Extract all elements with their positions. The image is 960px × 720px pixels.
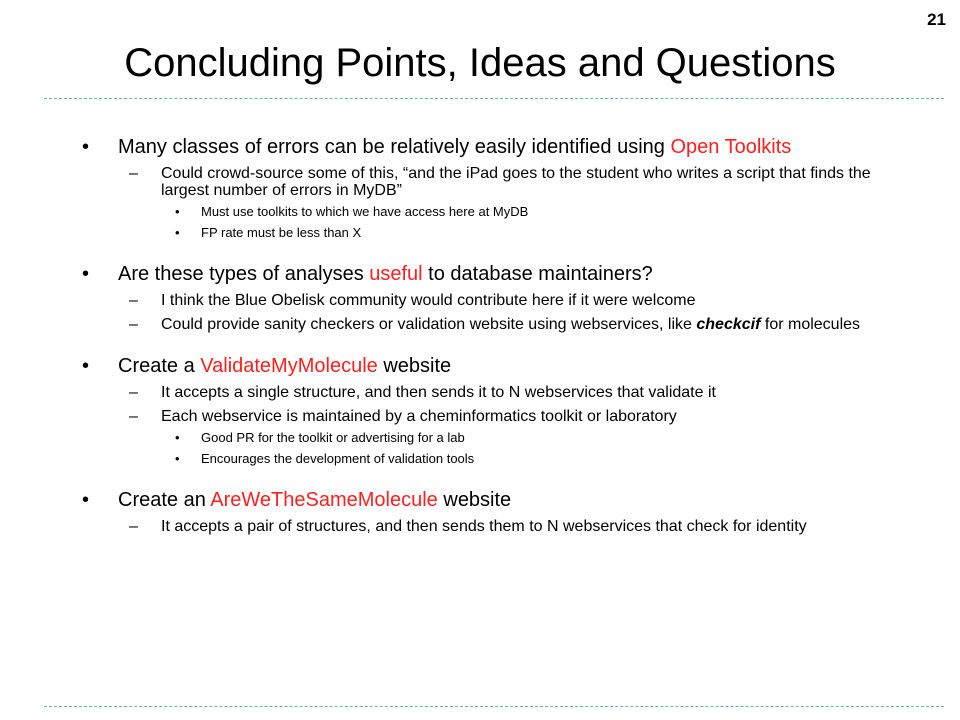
bullet-icon: • [82, 263, 90, 285]
sub-point-text: Each webservice is maintained by a cheminformatics toolkit or laboratory [161, 408, 677, 425]
sub-point [129, 165, 872, 199]
small-bullet-icon: • [175, 430, 180, 445]
slide-body [0, 136, 960, 535]
bullet-icon: • [82, 355, 90, 377]
highlight-text: Open Toolkits [670, 136, 792, 158]
highlight-text: AreWeTheSameMolecule [210, 489, 438, 511]
bullet-text: Are these types of analyses [118, 263, 370, 285]
dash-icon: – [129, 408, 138, 425]
bullet-text: Many classes of errors can be relatively easily identified using [118, 136, 671, 158]
sub-sub-point-text: FP rate must be less than X [201, 225, 362, 240]
title-divider [44, 98, 944, 99]
bullet-point-3 [82, 355, 872, 377]
sub-point-text: Could provide sanity checkers or validation website using webservices, like [161, 316, 697, 333]
dash-icon: – [129, 292, 138, 309]
bullet-point-1 [82, 136, 872, 158]
sub-point [129, 384, 872, 401]
bullet-point-4 [82, 489, 872, 511]
sub-sub-point [175, 204, 860, 220]
dash-icon: – [129, 316, 138, 333]
small-bullet-icon: • [175, 225, 180, 240]
dash-icon: – [129, 518, 138, 535]
highlight-text: ValidateMyMolecule [200, 355, 378, 377]
footer-divider [44, 706, 944, 707]
sub-point [129, 518, 872, 535]
sub-point [129, 316, 872, 333]
bullet-text: Create an [118, 489, 211, 511]
sub-point [129, 292, 872, 309]
bullet-icon: • [82, 489, 90, 511]
slide-title: Concluding Points, Ideas and Questions [124, 41, 836, 85]
bullet-text: Create a [118, 355, 201, 377]
sub-sub-point [175, 430, 860, 446]
sub-point-text: Could crowd-source some of this, “and the iPad goes to the student who writes a script that finds the largest number of errors in MyDB” [161, 165, 871, 199]
dash-icon: – [129, 384, 138, 401]
sub-sub-point-text: Encourages the development of validation tools [201, 451, 475, 466]
sub-sub-point-text: Good PR for the toolkit or advertising for a lab [201, 430, 465, 445]
bullet-text-end: to database maintainers? [422, 263, 653, 285]
highlight-text: useful [369, 263, 423, 285]
sub-point-text-end: for molecules [760, 316, 861, 333]
sub-sub-point [175, 451, 860, 467]
small-bullet-icon: • [175, 451, 180, 466]
sub-point-text: I think the Blue Obelisk community would contribute here if it were welcome [161, 292, 696, 309]
sub-sub-point [175, 225, 860, 241]
sub-point-text: It accepts a single structure, and then sends it to N webservices that validate it [161, 384, 716, 401]
bullet-point-2 [82, 263, 872, 285]
sub-point-text: It accepts a pair of structures, and then sends them to N webservices that check for identity [161, 518, 807, 535]
bullet-text-end: website [377, 355, 452, 377]
bullet-text-end: website [437, 489, 512, 511]
sub-point [129, 408, 872, 425]
emphasis-text: checkcif [696, 316, 761, 333]
small-bullet-icon: • [175, 204, 180, 219]
bullet-icon: • [82, 136, 90, 158]
sub-sub-point-text: Must use toolkits to which we have access here at MyDB [201, 204, 529, 219]
dash-icon: – [129, 165, 138, 182]
slide-number: 21 [927, 10, 946, 29]
